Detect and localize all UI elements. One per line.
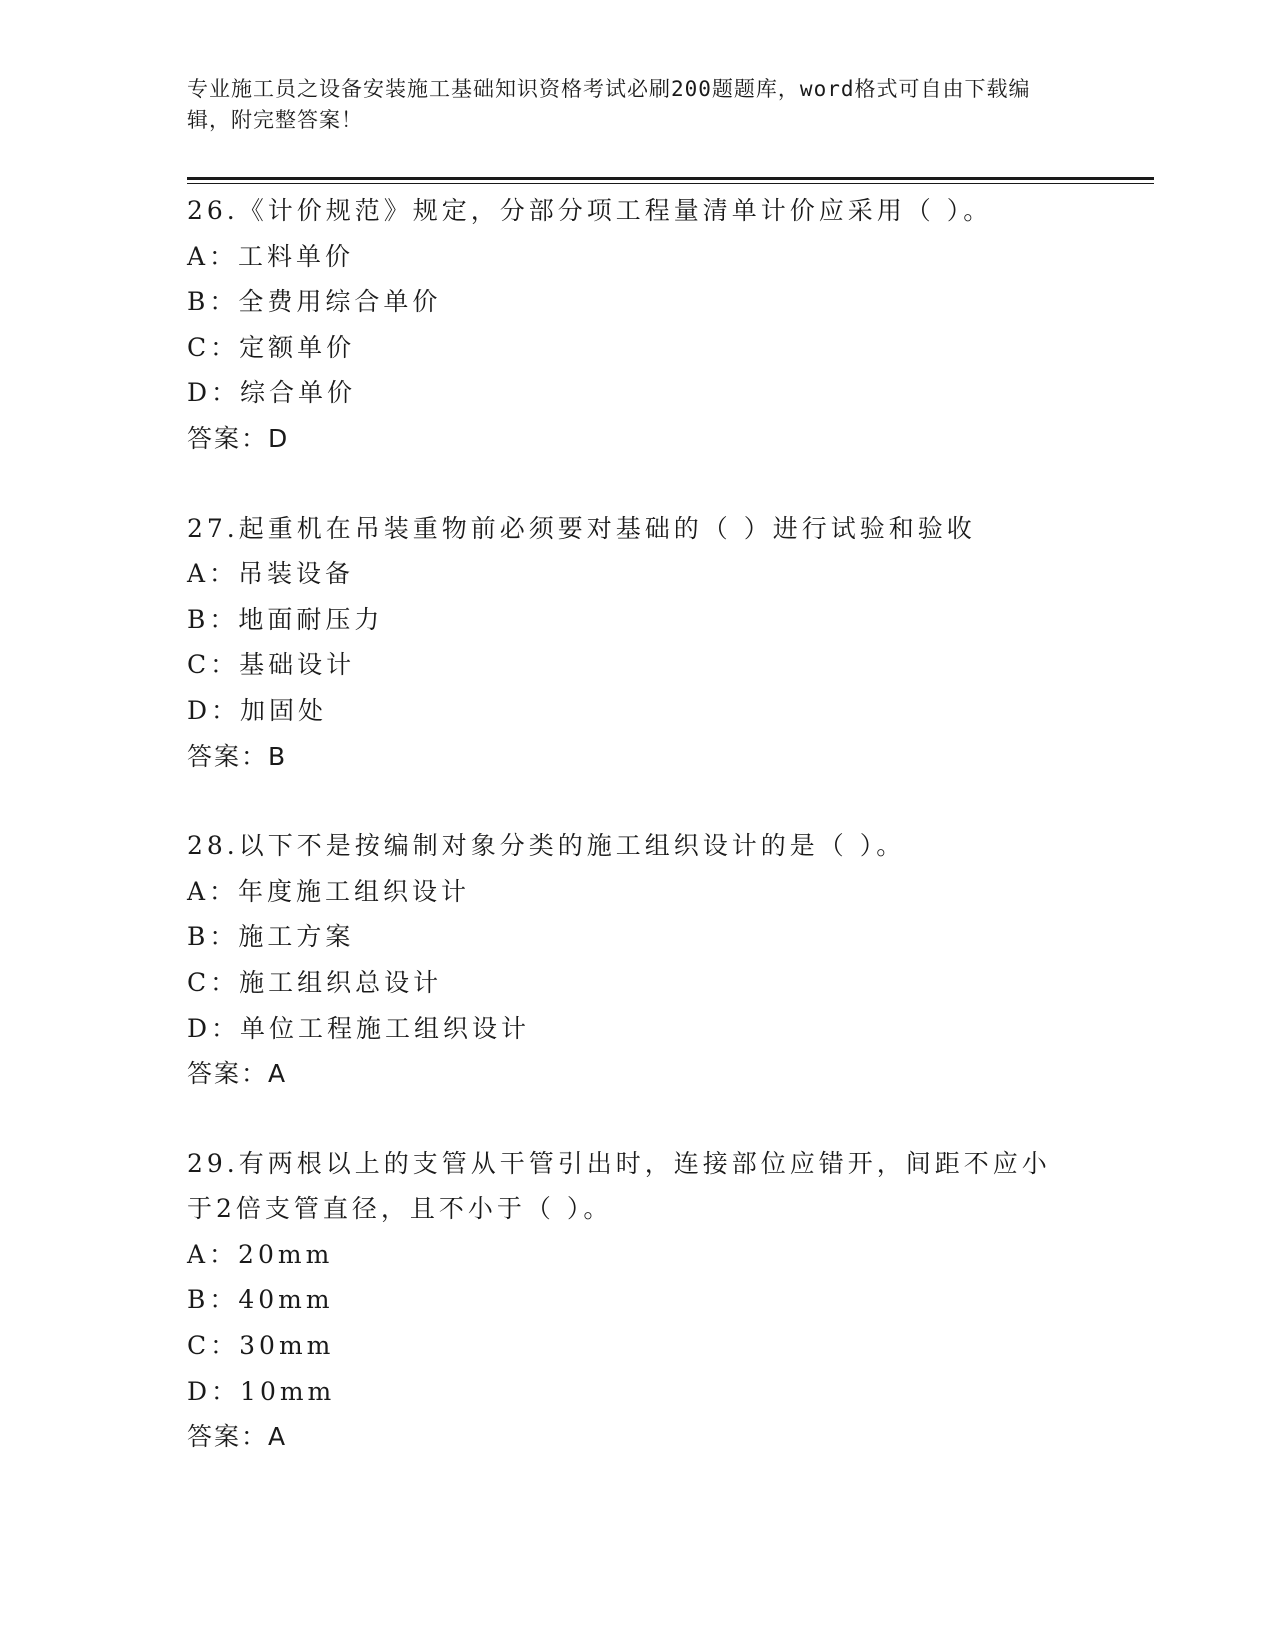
option-b: B：40mm [187, 1285, 334, 1315]
answer: 答案：D [187, 423, 290, 453]
option-d: D：10mm [187, 1376, 336, 1406]
option-c: C：基础设计 [187, 650, 356, 680]
document-header: 专业施工员之设备安装施工基础知识资格考试必刷200题题库，word格式可自由下载编辑，附完整答案！ [187, 77, 1031, 132]
question-28 [187, 823, 1087, 1097]
question-stem: 28.以下不是按编制对象分类的施工组织设计的是（ ）。 [187, 831, 906, 861]
option-d: D：单位工程施工组织设计 [187, 1013, 531, 1043]
question-26 [187, 188, 1087, 462]
answer: 答案：A [187, 1422, 288, 1452]
option-a: A：工料单价 [187, 241, 355, 271]
option-a: A：年度施工组织设计 [187, 876, 471, 906]
question-29 [187, 1141, 1087, 1460]
option-d: D：加固处 [187, 695, 328, 725]
option-a: A：20mm [187, 1239, 334, 1269]
option-c: C：30mm [187, 1331, 335, 1361]
question-stem: 26.《计价规范》规定，分部分项工程量清单计价应采用（ ）。 [187, 196, 993, 225]
question-27 [187, 506, 1087, 780]
question-stem: 29.有两根以上的支管从干管引出时，连接部位应错开，间距不应小于2倍支管直径，且不小于（ ）。 [187, 1148, 1051, 1224]
question-list [187, 188, 1087, 1504]
option-b: B：全费用综合单价 [187, 287, 442, 317]
header-divider-thick [187, 177, 1154, 180]
option-b: B：施工方案 [187, 922, 355, 952]
option-b: B：地面耐压力 [187, 604, 384, 634]
header-divider-thin [187, 183, 1154, 184]
option-a: A：吊装设备 [187, 559, 355, 589]
option-c: C：施工组织总设计 [187, 967, 443, 997]
option-c: C：定额单价 [187, 332, 356, 362]
option-d: D：综合单价 [187, 378, 357, 408]
question-stem: 27.起重机在吊装重物前必须要对基础的（ ）进行试验和验收 [187, 513, 976, 543]
answer: 答案：B [187, 741, 288, 771]
answer: 答案：A [187, 1059, 288, 1089]
